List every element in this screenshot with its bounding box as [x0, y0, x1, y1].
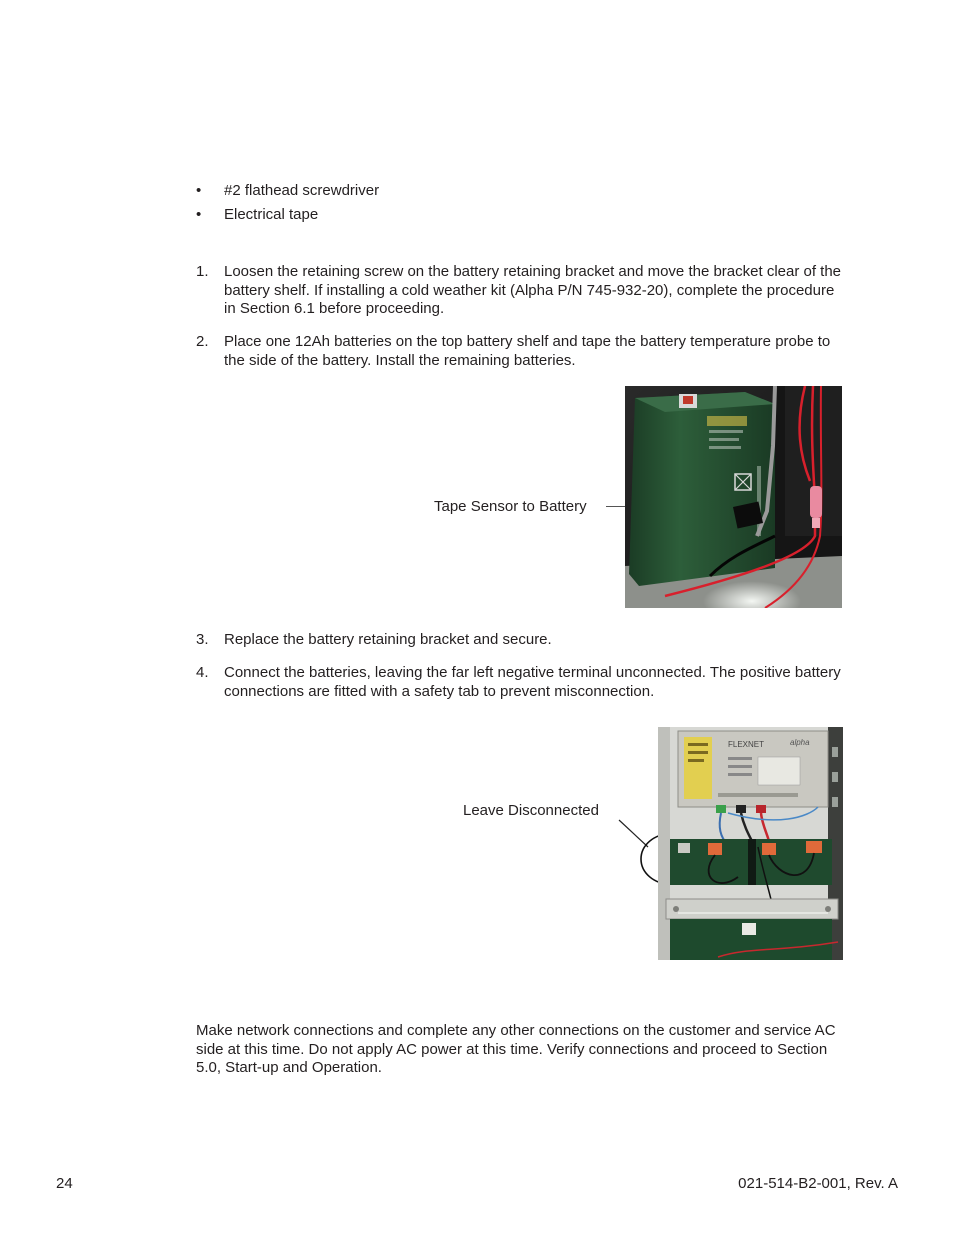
- bullet-marker: •: [196, 206, 202, 223]
- step-number: 1.: [196, 263, 209, 280]
- step-number: 2.: [196, 333, 209, 350]
- step-text: Loosen the retaining screw on the battery retaining bracket and move the bracket clear of the battery shelf. If installing a cold weather kit (Alpha P/N 745-932-20), complete the procedure in Section 6.1 before proceeding.: [224, 263, 842, 317]
- controller-model-label: FLEXNET: [728, 740, 765, 749]
- step-number: 3.: [196, 631, 209, 648]
- battery-tray-photo: [658, 727, 843, 960]
- tool-text: #2 flathead screwdriver: [224, 182, 380, 199]
- figure-1-callout: Tape Sensor to Battery: [434, 498, 587, 515]
- step-number: 4.: [196, 664, 209, 681]
- battery-tray-illustration: [658, 727, 843, 960]
- battery-probe-photo: [625, 386, 842, 608]
- controller-brand-label: alpha: [790, 738, 810, 747]
- bullet-marker: •: [196, 182, 202, 199]
- closing-paragraph: Make network connections and complete any other connections on the customer and service AC side at this time. Do not apply AC power at this time. Verify connections and proceed to Section 5.0, Start-up and Operation.: [196, 1022, 836, 1076]
- step-text: Connect the batteries, leaving the far left negative terminal unconnected. The positive battery connections are fitted with a safety tab to prevent misconnection.: [224, 664, 841, 700]
- page-number: 24: [56, 1175, 73, 1192]
- step-text: Replace the battery retaining bracket and secure.: [224, 631, 552, 648]
- battery-probe-illustration: [625, 386, 842, 608]
- figure-2-callout: Leave Disconnected: [463, 802, 599, 819]
- step-text: Place one 12Ah batteries on the top battery shelf and tape the battery temperature probe to the side of the battery. Install the remaining batteries.: [224, 333, 831, 369]
- tool-text: Electrical tape: [224, 206, 319, 223]
- document-id: 021-514-B2-001, Rev. A: [738, 1175, 898, 1192]
